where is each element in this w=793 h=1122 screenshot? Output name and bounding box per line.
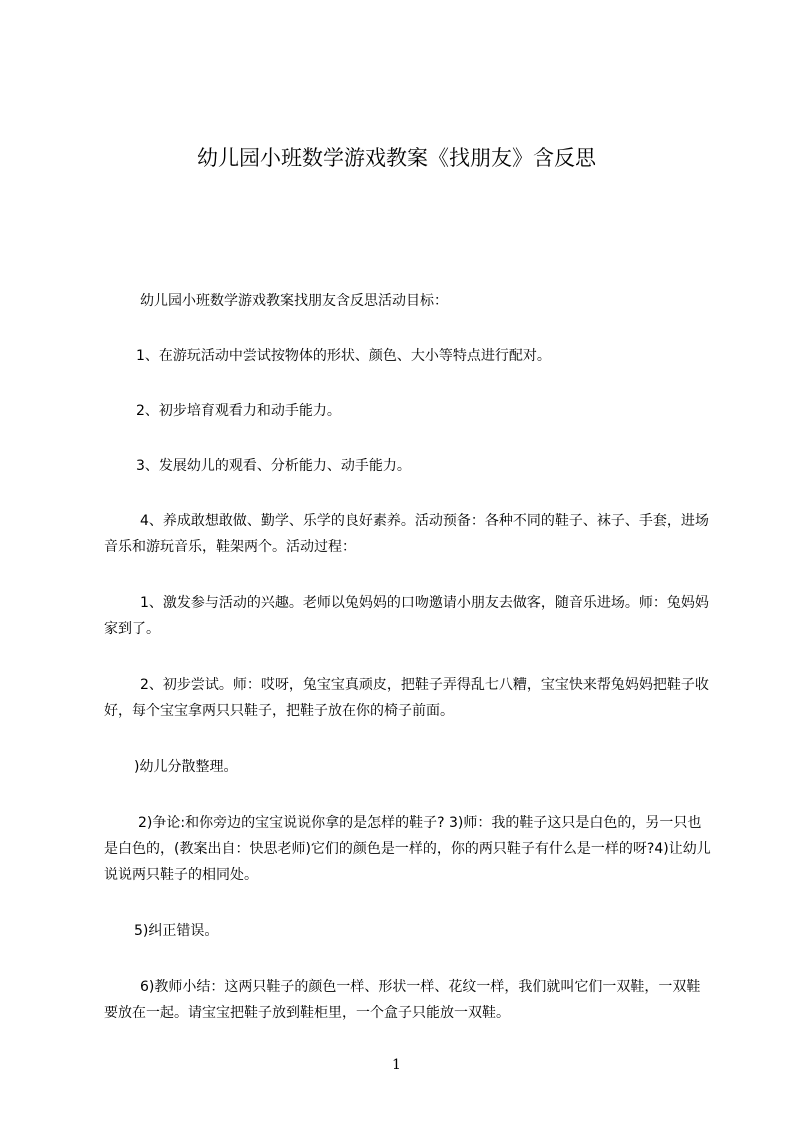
document-body (104, 288, 714, 1026)
paragraph: 2、初步培育观看力和动手能力。 (136, 403, 341, 419)
paragraph: 2、初步尝试。师：哎呀，兔宝宝真顽皮，把鞋子弄得乱七八糟，宝宝快来帮兔妈妈把鞋子收好，每个宝宝拿两只只鞋子，把鞋子放在你的椅子前面。 (104, 677, 709, 719)
paragraph: )幼儿分散整理。 (134, 759, 238, 775)
document-title: 幼儿园小班数学游戏教案《找朋友》含反思 (197, 146, 596, 170)
paragraph: 4、养成敢想敢做、勤学、乐学的良好素养。活动预备：各种不同的鞋子、袜子、手套，进场音乐和游玩音乐，鞋架两个。活动过程： (104, 513, 709, 555)
paragraph: 6)教师小结：这两只鞋子的颜色一样、形状一样、花纹一样，我们就叫它们一双鞋，一双鞋要放在一起。请宝宝把鞋子放到鞋柜里，一个盒子只能放一双鞋。 (104, 979, 701, 1021)
paragraph: 5)纠正错误。 (134, 923, 219, 939)
paragraph: 1、激发参与活动的兴趣。老师以兔妈妈的口吻邀请小朋友去做客，随音乐进场。师：兔妈妈家到了。 (104, 595, 709, 637)
page-number: 1 (392, 1057, 401, 1073)
paragraph: 2)争论:和你旁边的宝宝说说你拿的是怎样的鞋子? 3)师：我的鞋子这只是白色的，另一只也是白色的，(教案出自：快思老师)它们的颜色是一样的，你的两只鞋子有什么是一样的呀?4)让幼儿说说两只鞋子的相同处。 (104, 815, 711, 883)
paragraph: 幼儿园小班数学游戏教案找朋友含反思活动目标： (140, 293, 448, 309)
paragraph: 1、在游玩活动中尝试按物体的形状、颜色、大小等特点进行配对。 (136, 348, 551, 364)
paragraph: 3、发展幼儿的观看、分析能力、动手能力。 (136, 458, 411, 474)
